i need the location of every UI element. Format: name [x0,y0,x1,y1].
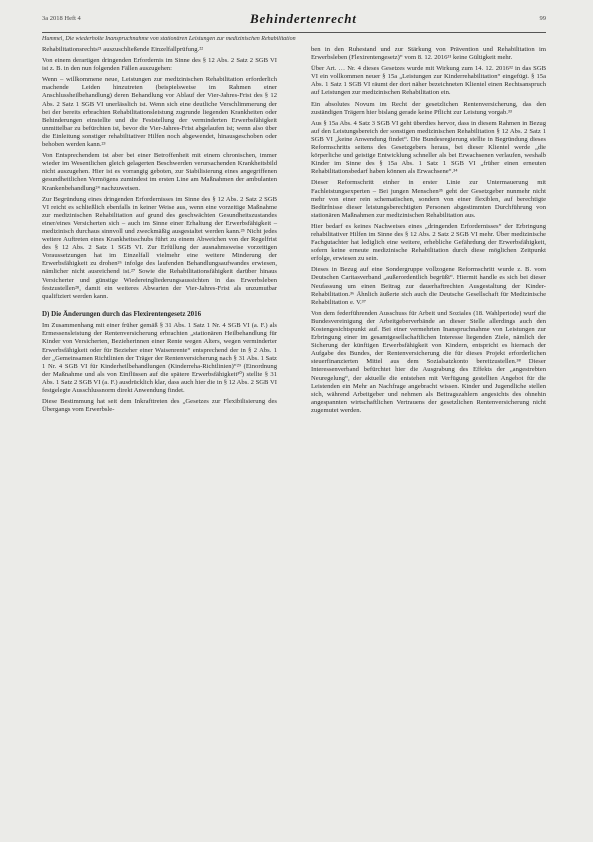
paragraph: Rehabilitationsrechts²¹ auszuschließende Einzelfallprüfung.²² [42,46,204,53]
paragraph: Hier bedarf es keines Nachweises eines „dringenden Erfordernisses“ der Erbringung rehabilitativer Hilfen im Sinne des § 12 Abs. 2 Satz 2 SGB VI mehr. Über medizinische Fachgutachter hat lediglich eine weitere, erhebliche Gefährdung der Erwerbsfähigkeit, sofern keine erneute medizinische Rehabilitation durch diese möglichen Zeitpunkt erfolge, erwiesen zu sein. [311,222,546,263]
paragraph: Aus § 15a Abs. 4 Satz 3 SGB VI geht überdies hervor, dass in diesem Rahmen in Bezug auf den Leistungsbereich der sonstigen medizinischen Rehabilitation § 12 Abs. 2 Satz 1 SGB VI „keine Anwendung findet“. Die Bundesregierung stellte in Begründung dieses Reformschritts seitens des Gesetzgebers heraus, bei dieser Klientel werde „die körperliche und geistige Entwicklung schneller als bei Erwachsenen verlaufen, weshalb Kinder im Sinne des § 15a Abs. 1 Satz 1 SGB VI „früher einen erneuten Rehabilitationsbedarf haben können als Erwachsene“.³⁴ [311,119,546,176]
paragraph: Diese Bestimmung hat seit dem Inkrafttreten des „Gesetzes zur Flexibilisierung des Übergangs vom Erwerbsle- [42,398,277,414]
journal-title: Behindertenrecht [250,11,357,26]
paragraph: Dieser Reformschritt einher in erster Linie zur Untermauerung mit Fachleistungsexperten – Bei jungen Menschen³⁵ geht der Gesetzgeber nunmehr nicht mehr von einer rein schematischen, sondern von einer flexiblen, auf berechtigte Bedürfnisse dieser leistungsberechtigten Personen abgestimmten Durchführung von stationären Maßnahmen zur medizinischen Rehabilitation aus. [311,179,546,219]
page-header [42,11,546,31]
page-number: 99 [539,15,546,22]
paragraph: Von dem federführenden Ausschuss für Arbeit und Soziales (18. Wahlperiode) wurf die Bundesvereinigung der Arbeitgeberverbände an dieser Stelle allerdings auch den Kostengesichtspunkt auf. Bei einer vermehrten Inanspruchnahme von Leistungen zur Erbringung einer im gesamtgesellschaftlichen Interesse liegenden Ziele, nämlich der Sicherung der künftigen Erwerbsfähigkeit von Kindern, entspricht es hiernach der Aufgabe des Bundes, der Rentenversicherung die für dieses Projekt erforderlichen steuerfinanzierten Mittel aus dem Sozialsatzkonto bereitzustellen.³⁸ Dieser Interessenverband befürchtet hier die Ausgrabung des Effekts der „angestrebten Neuregelung“, der aktuelle die entstehen mit Verfügung gestellten Angebot für die Leistenden ein Mehr an Nachfrage angebracht wissen. Kinder und Jugendliche stellen sich, während Arbeitgeber und nehmen als Beitragszahlern angesichts des ohnehin angespannten wirtschaftlichen Vertrauens der gesetzlichen Rentenversicherung nicht zugemutet werden. [311,309,546,414]
paragraph: Über Art. … Nr. 4 dieses Gesetzes wurde mit Wirkung zum 14. 12. 2016³² in das SGB VI ein vollkommen neuer § 15a „Leistungen zur Kinderrehabilitation“ eingefügt. § 15a Abs. 1 Satz 1 SGB VI räumt der dort näher bezeichneten Klientel einen Rechtsanspruch auf Leistungen zur medizinischen Rehabilitation ein. [311,65,546,97]
paragraph: ben in den Ruhestand und zur Stärkung von Prävention und Rehabilitation im Erwerbsleben (Flexirentengesetz)“ vom 8. 12. 2016³¹ keine Gültigkeit mehr. [311,46,546,62]
left-column [42,46,277,417]
section-heading: D) Die Änderungen durch das Flexirentengesetz 2016 [42,309,202,318]
right-column [311,46,546,418]
article-subtitle: Hummel, Die wiederholte Inanspruchnahme von stationären Leistungen zur medizinischen Rehabilitation [42,36,296,42]
header-rule [42,32,546,33]
paragraph: Im Zusammenhang mit einer früher gemäß § 31 Abs. 1 Satz 1 Nr. 4 SGB VI (a. F.) als Ermessensleistung der Rentenversicherung erbrachten „stationären Heilbehandlung für Kinder von Versicherten, Bezieherinnen einer Rente wegen Alters, wegen verminderter Erwerbsfähigkeit oder für Bezieher einer Waisenrente“ entsprechend der in § 2 Abs. 1 der „Gemeinsamen Richtlinien der Träger der Rentenversicherung nach § 31 Abs. 1 Satz 1 Nr. 4 SGB VI für Kinderheilbehandlungen (Kinderreha-Richtlinien)“²⁹ (Einordnung der Maßnahme und als von Einflüssen auf die spätere Erwerbsfähigkeit³⁰) stellte § 31 Abs. 1 Satz 2 SGB VI (a. F.) ausdrücklich klar, dass auch hier die in § 12 Abs. 2 SGB VI festgelegte Ausschlussnorm direkt Anwendung findet. [42,322,277,394]
paragraph: Zur Begründung eines dringenden Erfordernisses im Sinne des § 12 Abs. 2 Satz 2 SGB VI reicht es schließlich ebenfalls in keiner Weise aus, wenn eine vorzeitige Maßnahme zur medizinischen Rehabilitation auf grund des geschwächten Gesundheitszustandes einer/eines Versicherten sich – auch im Sinne einer Erhaltung der Erwerbsfähigkeit – medizinisch durchaus sinnvoll und zweckmäßig ausgestaltet werden kann.²⁵ Nicht jedes weitere Auftreten eines Krankheitsschubs führt zu einem Abweichen von der Regelfrist des § 12 Abs. 2 Satz 1 SGB VI. Zur Erfüllung der ausnahmsweise vorzeitigen Voraussetzungen hat im Einzelfall vielmehr eine weitere Minderung der Erwerbsfähigkeit zu drohen²⁶ infolge des laufenden Behandlungsaufwandes erwiesen, nämlicher nicht ausreichend ist.²⁷ Sowie die Rehabilitationsfähigkeit darüber hinaus Versicherter und günstige Wiedereingliederungsaussichten in das Erwerbsleben festzustellen²⁸, damit ein weiteres Abwarten der Vier-Jahres-Frist als unzumutbar qualifiziert werden kann. [42,195,277,300]
paragraph: Wenn – willkommene neue, Leistungen zur medizinischen Rehabilitation erforderlich machende Leiden hinzutreten (beispielsweise im Rahmen einer Anschlussheilbehandlung) deren Behandlung vor Ablauf der Vier-Jahres-Frist des § 12 Abs. 2 Satz 1 SGB VI unerlässlich ist. Wenn sich eine deutliche Verschlimmerung der bei der bereits erbrachten Rehabilitationsleistung zugrunde liegenden Krankheiten oder Behinderungen einstellte und die Feststellung der verminderten Erwerbsfähigkeit unmittelbar zu befürchten ist, bevor die Vier-Jahres-Frist abgelaufen ist; wenn also über die Einleitung sonstiger rehabilitativer Hilfen noch abgewendet, hinausgeschoben oder behoben werden kann.²³ [42,76,277,149]
paragraph: Von einem derartigen dringenden Erfordernis im Sinne des § 12 Abs. 2 Satz 2 SGB VI ist z. B. in den nun folgenden Fällen auszugehen: [42,57,277,73]
paragraph: Von Entsprechendem ist aber bei einer Betroffenheit mit einem chronischen, immer wieder im Wesentlichen gleich gelagerten Beschwerden verursachenden Krankheitsbild nicht auszugehen. Hier ist es vorrangig geboten, zur Stabilisierung eines angegriffenen gesundheitlichen Vermögens zumindest im ersten Line am Maßnahmen der ambulanten Krankenbehandlung²⁴ nachzuweisen. [42,152,277,192]
paragraph: Ein absolutes Novum im Recht der gesetzlichen Rentenversicherung, das den zuständigen Trägern hier bislang gerade keine Pflicht zur Leistung vorgab.³³ [311,100,546,116]
issue-label: 3a 2018 Heft 4 [42,15,81,22]
paragraph: Dieses in Bezug auf eine Sondergruppe vollzogene Reformschritt wurde z. B. vom Deutschen Caritasverband „außerordentlich begrüßt“. Hiermit handle es sich bei dieser Neufassung um einen Beitrag zur dauerhaftrechten Ausgestaltung der Kinder-Rehabilitation.³⁶ Ähnlich äußerte sich auch die Deutsche Gesellschaft für Medizinische Rehabilitation e. V.³⁷ [311,266,546,306]
